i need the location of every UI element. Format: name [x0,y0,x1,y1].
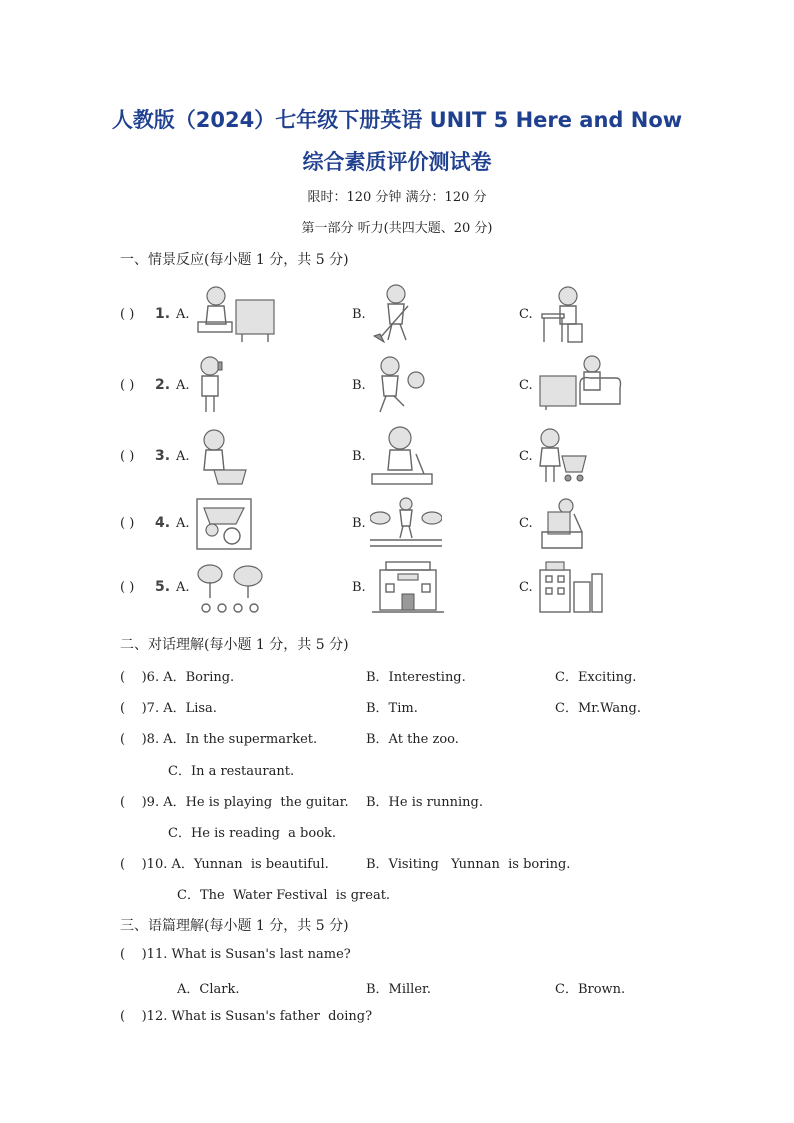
boy-sweeping-icon [372,282,418,344]
boy-on-sofa-tv-icon [196,284,278,344]
section2-heading: 二、对话理解(每小题 1 分，共 5 分) [120,637,349,653]
question-11-option-b: B．Miller. [366,982,431,997]
question-10-option-c: C．The Water Festival is great. [177,888,391,903]
boy-at-desk-icon [540,284,586,344]
answer-paren[interactable]: ( ) [120,516,135,531]
park-trees-icon [196,562,266,614]
option-c-label: C. [519,516,533,531]
boy-watching-tv-icon [538,354,622,410]
section1-heading: 一、情景反应(每小题 1 分，共 5 分) [120,252,349,268]
question-8-text: ( )8. A．In the supermarket. [120,732,318,747]
question-number: 1. [155,306,171,322]
section3-heading: 三、语篇理解(每小题 1 分，共 5 分) [120,918,349,934]
girl-with-cart-icon [538,426,590,486]
question-number: 4. [155,515,171,531]
option-b-label: B. [352,307,366,322]
question-7-text: ( )7. A．Lisa. [120,701,217,716]
question-9-text: ( )9. A．He is playing the guitar. [120,795,349,810]
exam-title-line2: 综合素质评价测试卷 [302,150,492,174]
question-11-text: ( )11. What is Susan's last name? [120,947,351,962]
question-11-option-a: A．Clark. [177,982,240,997]
question-7-option-c: C．Mr.Wang. [555,701,641,716]
question-7-option-b: B．Tim. [366,701,418,716]
question-6-option-b: B．Interesting. [366,670,466,685]
time-info: 限时：120 分钟 满分：120 分 [307,190,487,205]
exam-title-line1: 人教版（2024）七年级下册英语 UNIT 5 Here and Now [111,108,683,132]
option-a-label: A. [176,307,190,322]
option-b-label: B. [352,516,366,531]
option-a-label: A. [176,378,190,393]
girl-washing-icon [194,426,250,488]
option-b-label: B. [352,449,366,464]
option-a-label: A. [176,580,190,595]
question-10-text: ( )10. A．Yunnan is beautiful. [120,857,329,872]
question-8-option-b: B．At the zoo. [366,732,459,747]
boy-on-phone-icon [196,354,226,416]
answer-paren[interactable]: ( ) [120,449,135,464]
man-reading-newspaper-icon [538,496,584,550]
question-6-option-c: C．Exciting. [555,670,637,685]
option-b-label: B. [352,580,366,595]
supermarket-building-icon [538,560,604,614]
question-11-option-c: C．Brown. [555,982,626,997]
question-number: 5. [155,579,171,595]
option-c-label: C. [519,449,533,464]
option-a-label: A. [176,449,190,464]
driving-car-icon [196,498,252,550]
question-12-text: ( )12. What is Susan's father doing? [120,1009,373,1024]
question-6-text: ( )6. A．Boring. [120,670,235,685]
answer-paren[interactable]: ( ) [120,580,135,595]
option-a-label: A. [176,516,190,531]
option-c-label: C. [519,378,533,393]
option-b-label: B. [352,378,366,393]
question-9-option-b: B．He is running. [366,795,483,810]
question-10-option-b: B．Visiting Yunnan is boring. [366,857,571,872]
man-walking-in-park-icon [370,496,442,548]
question-number: 3. [155,448,171,464]
option-c-label: C. [519,307,533,322]
boy-playing-soccer-icon [372,354,428,416]
question-9-option-c: C．He is reading a book. [168,826,337,841]
question-number: 2. [155,377,171,393]
part-one-heading: 第一部分 听力(共四大题、20 分) [301,221,493,236]
woman-cooking-icon [370,424,434,486]
answer-paren[interactable]: ( ) [120,378,135,393]
option-c-label: C. [519,580,533,595]
library-building-icon [372,560,444,614]
answer-paren[interactable]: ( ) [120,307,135,322]
question-8-option-c: C．In a restaurant. [168,764,295,779]
